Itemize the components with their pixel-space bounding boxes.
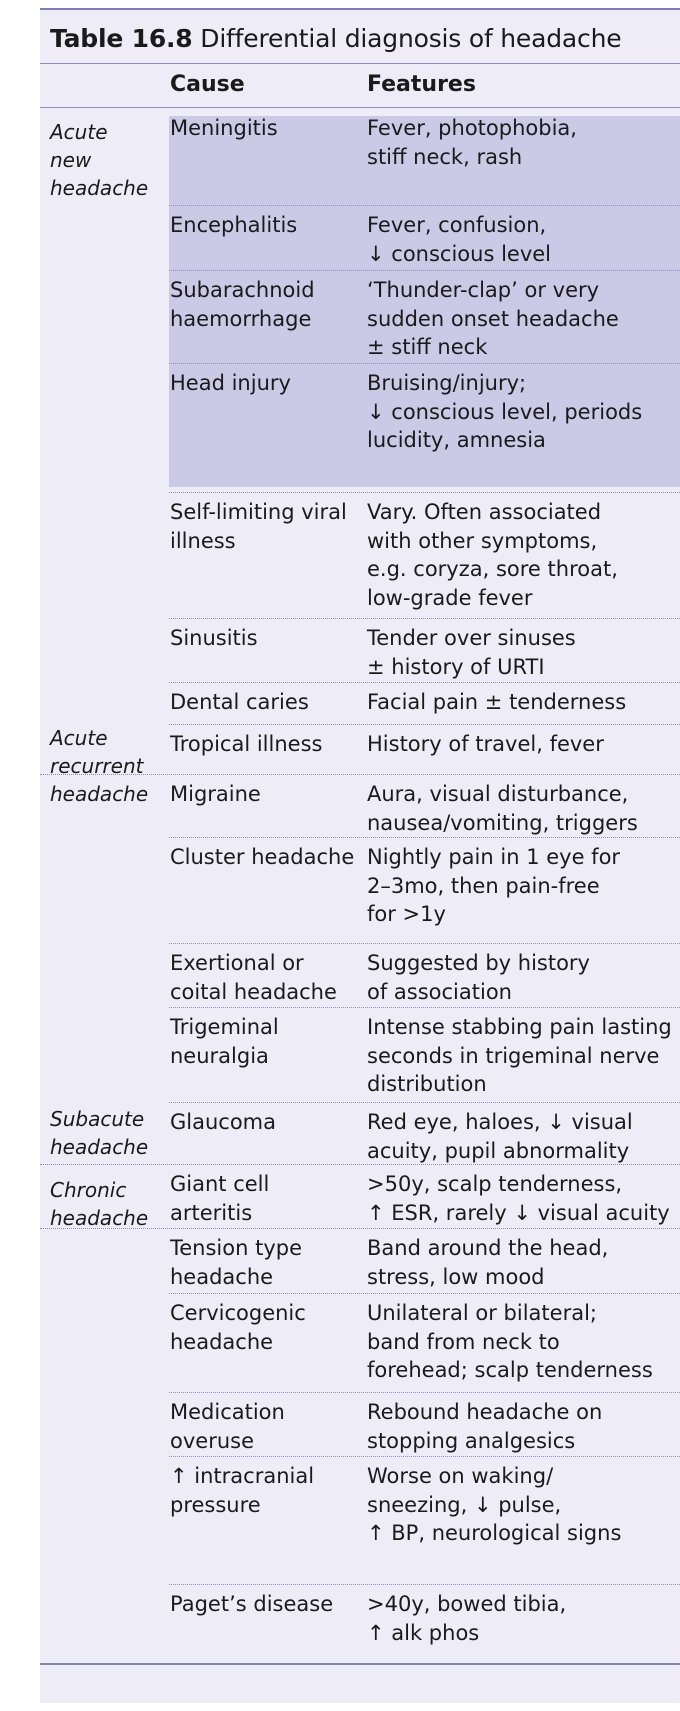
cause-cell: Medication overuse bbox=[170, 1400, 285, 1453]
row-separator bbox=[169, 1102, 680, 1103]
cause-cell: Cervicogenic headache bbox=[170, 1301, 306, 1354]
row-separator bbox=[169, 618, 680, 619]
column-header-cause: Cause bbox=[170, 72, 245, 97]
features-cell: Aura, visual disturbance, nausea/vomiting, triggers bbox=[367, 782, 638, 835]
group-label-acute-new: Acute new headache bbox=[50, 120, 149, 200]
cause-cell: Tension type headache bbox=[170, 1236, 303, 1289]
cause-cell: Glaucoma bbox=[170, 1110, 277, 1134]
cause-cell: Trigeminal neuralgia bbox=[170, 1015, 279, 1068]
row-separator bbox=[169, 1456, 680, 1457]
cause-cell: Migraine bbox=[170, 782, 261, 806]
cause-cell: Paget’s disease bbox=[170, 1592, 334, 1616]
cause-cell: Subarachnoid haemorrhage bbox=[170, 278, 315, 331]
group-separator bbox=[40, 774, 680, 775]
cause-cell: Dental caries bbox=[170, 690, 309, 714]
row-separator bbox=[169, 363, 680, 364]
features-cell: Red eye, haloes, ↓ visual acuity, pupil abnormality bbox=[367, 1110, 633, 1163]
caption-rule bbox=[40, 63, 680, 64]
group-separator bbox=[40, 1228, 680, 1229]
features-cell: Facial pain ± tenderness bbox=[367, 690, 627, 714]
features-cell: Rebound headache on stopping analgesics bbox=[367, 1400, 603, 1453]
cause-cell: Exertional or coital headache bbox=[170, 951, 337, 1004]
cause-cell: Self-limiting viral illness bbox=[170, 500, 347, 553]
row-separator bbox=[169, 724, 680, 725]
features-cell: Bruising/injury; ↓ conscious level, periods lucidity, amnesia bbox=[367, 371, 643, 452]
group-label-subacute: Subacute headache bbox=[50, 1107, 149, 1159]
table-panel bbox=[40, 8, 680, 1703]
cause-cell: Giant cell arteritis bbox=[170, 1172, 270, 1225]
features-cell: Band around the head, stress, low mood bbox=[367, 1236, 609, 1289]
cause-cell: Tropical illness bbox=[170, 732, 323, 756]
row-separator bbox=[169, 682, 680, 683]
row-separator bbox=[169, 205, 680, 206]
features-cell: Tender over sinuses ± history of URTI bbox=[367, 626, 576, 679]
features-cell: >50y, scalp tenderness, ↑ ESR, rarely ↓ visual acuity bbox=[367, 1172, 670, 1225]
column-header-features: Features bbox=[367, 72, 476, 97]
top-rule bbox=[40, 8, 680, 10]
header-rule bbox=[40, 107, 680, 108]
cause-cell: Meningitis bbox=[170, 116, 278, 140]
row-separator bbox=[169, 1584, 680, 1585]
cause-cell: Cluster headache bbox=[170, 845, 355, 869]
features-cell: History of travel, fever bbox=[367, 732, 604, 756]
features-cell: Worse on waking/ sneezing, ↓ pulse, ↑ BP, neurological signs bbox=[367, 1464, 622, 1545]
row-separator bbox=[169, 1392, 680, 1393]
features-cell: Suggested by history of association bbox=[367, 951, 590, 1004]
bottom-rule bbox=[40, 1663, 680, 1665]
features-cell: >40y, bowed tibia, ↑ alk phos bbox=[367, 1592, 567, 1645]
cause-cell: Head injury bbox=[170, 371, 291, 395]
row-separator bbox=[169, 837, 680, 838]
cause-cell: ↑ intracranial pressure bbox=[170, 1464, 315, 1517]
features-cell: Fever, photophobia, stiff neck, rash bbox=[367, 116, 577, 169]
group-separator bbox=[40, 1164, 680, 1165]
group-label-chronic: Chronic headache bbox=[50, 1178, 149, 1230]
row-separator bbox=[169, 492, 680, 493]
features-cell: Nightly pain in 1 eye for 2–3mo, then pain-free for >1y bbox=[367, 845, 621, 926]
row-separator bbox=[169, 943, 680, 944]
row-separator bbox=[169, 270, 680, 271]
table-title: Differential diagnosis of headache bbox=[200, 24, 622, 53]
table-caption bbox=[50, 24, 621, 53]
features-cell: Fever, confusion, ↓ conscious level bbox=[367, 213, 552, 266]
features-cell: ‘Thunder-clap’ or very sudden onset headache ± stiff neck bbox=[367, 278, 619, 359]
table-number: Table 16.8 bbox=[50, 24, 193, 53]
cause-cell: Encephalitis bbox=[170, 213, 298, 237]
features-cell: Intense stabbing pain lasting seconds in trigeminal nerve distribution bbox=[367, 1015, 672, 1096]
row-separator bbox=[169, 1007, 680, 1008]
row-separator bbox=[169, 1293, 680, 1294]
group-label-acute-recurrent: Acute recurrent headache bbox=[50, 726, 149, 806]
features-cell: Vary. Often associated with other symptoms, e.g. coryza, sore throat, low-grade fever bbox=[367, 500, 618, 610]
cause-cell: Sinusitis bbox=[170, 626, 258, 650]
features-cell: Unilateral or bilateral; band from neck to forehead; scalp tenderness bbox=[367, 1301, 653, 1382]
